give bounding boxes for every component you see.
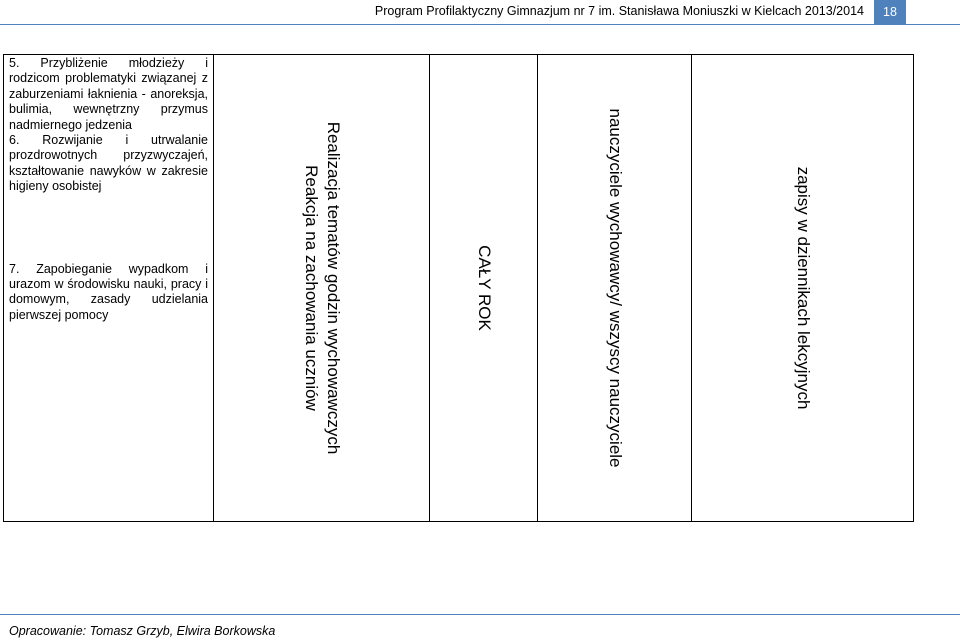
goals-cell bbox=[4, 55, 214, 522]
timeframe-text bbox=[473, 245, 495, 331]
goal-item-6: 6. Rozwijanie i utrwalanie prozdrowotnych przyzwyczajeń, kształtowanie nawyków w zakresie higieny osobistej bbox=[9, 133, 208, 194]
page-number-badge: 18 bbox=[874, 0, 906, 24]
methods-cell bbox=[214, 55, 430, 522]
methods-line-1: Realizacja tematów godzin wychowawczych bbox=[323, 121, 343, 455]
methods-line-2: Reakcja na zachowania uczniów bbox=[301, 165, 321, 411]
document-title: Program Profilaktyczny Gimnazjum nr 7 im. Stanisława Moniuszki w Kielcach 2013/2014 bbox=[374, 4, 864, 18]
page-footer: Opracowanie: Tomasz Grzyb, Elwira Borkowska bbox=[9, 624, 276, 638]
table-row bbox=[4, 55, 914, 522]
methods-text bbox=[300, 122, 344, 455]
evaluation-label: zapisy w dziennikach lekcyjnych bbox=[793, 166, 813, 410]
header-divider bbox=[0, 24, 960, 25]
responsible-cell bbox=[538, 55, 692, 522]
evaluation-text bbox=[792, 167, 814, 410]
goal-item-7: 7. Zapobieganie wypadkom i urazom w środowisku nauki, pracy i domowym, zasady udzielania pierwszej pomocy bbox=[9, 261, 208, 322]
program-table bbox=[3, 54, 914, 522]
evaluation-cell bbox=[692, 55, 914, 522]
responsible-text bbox=[604, 108, 626, 467]
timeframe-label: CAŁY ROK bbox=[474, 245, 494, 331]
responsible-label: nauczyciele wychowawcy/ wszyscy nauczyciele bbox=[605, 108, 625, 468]
goal-item-5: 5. Przybliżenie młodzieży i rodzicom problematyki związanej z zaburzeniami łaknienia - anoreksja, bulimia, wewnętrzny przymus nadmiernego jedzenia bbox=[9, 56, 208, 132]
page-header bbox=[0, 0, 960, 24]
timeframe-cell bbox=[430, 55, 538, 522]
footer-divider bbox=[0, 614, 960, 615]
